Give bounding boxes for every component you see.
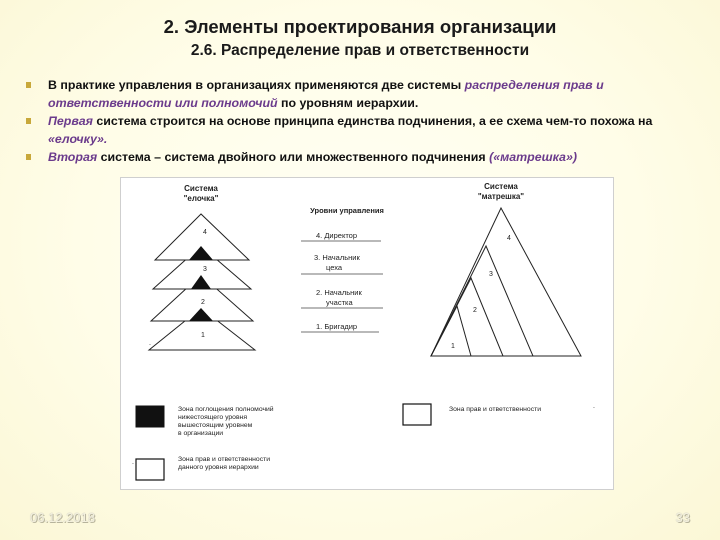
tree-level-number: 2	[201, 299, 205, 306]
legend-text: Зона прав и ответственности	[449, 406, 542, 413]
bullet-list	[26, 76, 706, 166]
tree-level-number: 3	[203, 266, 207, 273]
bullet-item: Вторая система – система двойного или множественного подчинения («матрешка»)	[26, 148, 706, 166]
legend-text: нижестоящего уровня	[178, 414, 247, 421]
slide-subtitle: 2.6. Распределение прав и ответственности	[190, 42, 530, 59]
level-item: участка	[326, 298, 353, 307]
legend-dot: .	[132, 459, 134, 466]
slide-date: 06.12.2018	[30, 510, 96, 525]
bullet-item: Первая система строится на основе принципа единства подчинения, а ее схема чем-то похожа на «елочку».	[26, 112, 706, 148]
bullet-icon	[26, 82, 31, 88]
legend	[132, 403, 595, 480]
legend-text: Зона прав и ответственности	[178, 456, 271, 463]
legend-text: Зона поглощения полномочий	[178, 406, 274, 413]
tree-level-number: 4	[203, 229, 207, 236]
matrix-title: Система	[484, 182, 518, 191]
levels-header: Уровни управления	[310, 206, 384, 215]
level-item: цеха	[326, 263, 343, 272]
matrix-diagram	[431, 208, 581, 356]
legend-text: вышестоящим уровнем	[178, 422, 253, 429]
matrix-level-4	[431, 208, 581, 356]
legend-swatch-white	[136, 459, 164, 480]
bullet-icon	[26, 154, 31, 160]
hierarchy-diagram	[120, 177, 614, 490]
matrix-title-2: "матрешка"	[477, 192, 525, 201]
legend-dot: .	[593, 403, 595, 410]
matrix-level-3	[431, 246, 533, 356]
level-item: 3. Начальник	[314, 253, 360, 262]
tree-level-number: 1	[201, 332, 205, 339]
level-item: 2. Начальник	[316, 288, 362, 297]
level-item: 4. Директор	[316, 231, 358, 240]
matrix-level-2	[431, 278, 503, 356]
level-item: 1. Бригадир	[316, 322, 358, 331]
legend-text: данного уровня иерархии	[178, 464, 259, 471]
bullet-item: В практике управления в организациях применяются две системы распределения прав и ответственности или полномочий по уровням иерархии.	[26, 76, 706, 112]
tree-dot: .	[149, 340, 151, 347]
legend-swatch-outline	[403, 404, 431, 425]
slide-number: 33	[675, 510, 690, 525]
tree-title: Система	[184, 184, 218, 193]
matrix-level-number: 1	[451, 343, 455, 350]
matrix-level-number: 2	[473, 307, 477, 314]
legend-text: в организации	[178, 430, 224, 437]
matrix-level-number: 3	[489, 271, 493, 278]
slide-title: 2. Элементы проектирования организации	[163, 16, 557, 37]
matrix-level-number: 4	[507, 235, 511, 242]
bullet-icon	[26, 118, 31, 124]
legend-swatch-black	[136, 406, 164, 427]
tree-title-2: "елочка"	[183, 194, 219, 203]
